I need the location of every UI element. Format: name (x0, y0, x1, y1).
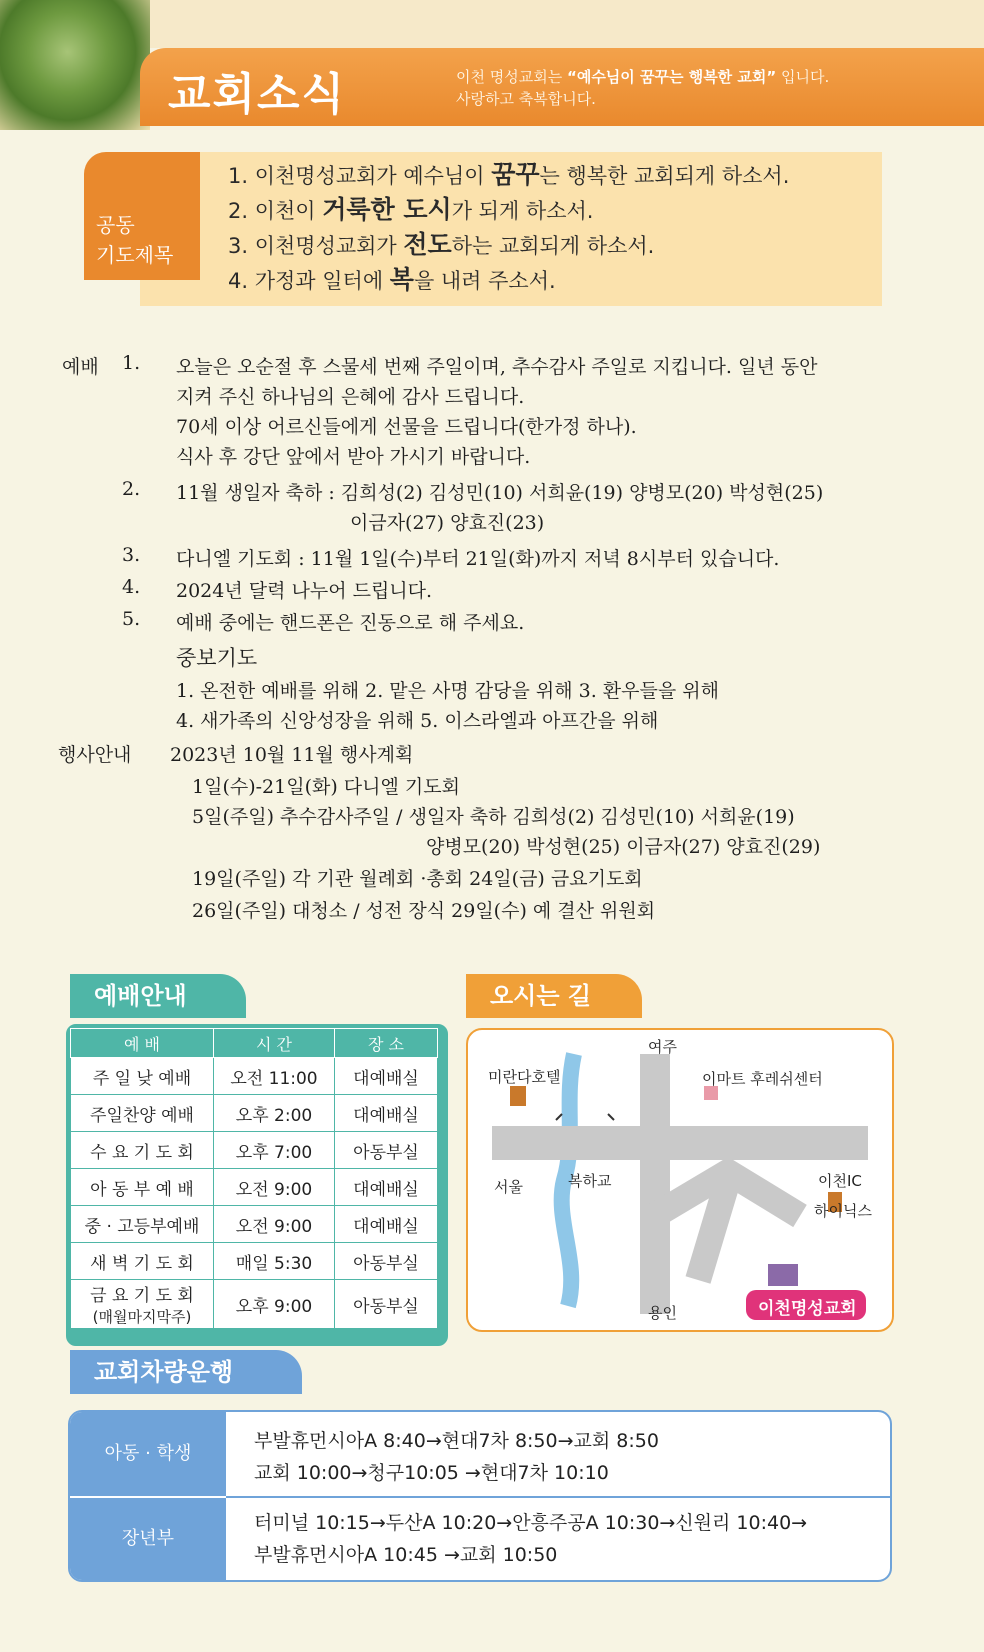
label-seoul: 서울 (494, 1178, 523, 1196)
event-line: 5일(주일) 추수감사주일 / 생일자 축하 김희성(2) 김성민(10) 서희윤(19) (192, 806, 795, 828)
table-row (71, 1243, 438, 1280)
service-time: 오전 9:00 (214, 1206, 335, 1243)
service-name: 주 일 낮 예배 (71, 1058, 214, 1095)
service-name: 새 벽 기 도 회 (71, 1243, 214, 1280)
table-row (71, 1169, 438, 1206)
events-label: 행사안내 (58, 744, 132, 766)
prayer-emphasis: 거룩한 도시 (322, 195, 452, 224)
table-row (71, 1058, 438, 1095)
prayer-text: 4. 가정과 일터에 (228, 269, 390, 293)
prayer-item (228, 228, 789, 263)
route-line: 교회 10:00→청구10:05 →현대7차 10:10 (254, 1462, 609, 1484)
prayer-emphasis: 꿈꾸 (491, 160, 540, 189)
item-number: 3. (122, 544, 141, 566)
group-label-students: 아동 · 학생 (70, 1412, 226, 1498)
header-worship: 예 배 (71, 1029, 214, 1058)
prayer-text: 2. 이천이 (228, 199, 323, 223)
prayer-text: 가 되게 하소서. (451, 199, 594, 223)
road-vertical (640, 1054, 670, 1314)
subtitle-prefix: 이천 명성교회는 (456, 68, 567, 86)
table-row (71, 1095, 438, 1132)
prayer-emphasis: 전도 (403, 230, 452, 259)
item-number: 2. (122, 478, 141, 500)
intercession-line: 4. 새가족의 신앙성장을 위해 5. 이스라엘과 아프간을 위해 (176, 710, 659, 732)
service-time: 매일 5:30 (214, 1243, 335, 1280)
prayer-tag-line2: 기도제목 (96, 243, 174, 267)
news-line: 식사 후 강단 앞에서 받아 가시기 바랍니다. (176, 446, 531, 468)
service-name: 중 · 고등부예배 (71, 1206, 214, 1243)
label-bridge: 복하교 (568, 1172, 612, 1190)
worship-label: 예배 (62, 356, 99, 378)
service-name: 수 요 기 도 회 (71, 1132, 214, 1169)
item-number: 1. (122, 352, 141, 374)
table-row (71, 1206, 438, 1243)
item-number: 4. (122, 576, 141, 598)
prayer-emphasis: 복 (389, 265, 414, 294)
label-hynix: 하이닉스 (814, 1202, 872, 1220)
service-place: 대예배실 (335, 1206, 438, 1243)
service-name-text: 금 요 기 도 회 (90, 1286, 194, 1306)
subtitle-line2: 사랑하고 축복합니다. (456, 90, 596, 108)
table-row (71, 1132, 438, 1169)
service-place: 대예배실 (335, 1095, 438, 1132)
label-yeoju: 여주 (648, 1038, 677, 1056)
church-icon (768, 1264, 798, 1286)
subtitle-emphasis: “예수님이 꿈꾸는 행복한 교회” (566, 68, 777, 86)
vehicle-schedule (68, 1410, 892, 1582)
route-line: 부발휴먼시아A 10:45 →교회 10:50 (254, 1544, 558, 1566)
service-name (71, 1280, 214, 1329)
header-time: 시 간 (214, 1029, 335, 1058)
prayer-tag (84, 152, 200, 280)
intercession-line: 1. 온전한 예배를 위해 2. 맡은 사명 감당을 위해 3. 환우들을 위해 (176, 680, 719, 702)
route-line: 부발휴먼시아A 8:40→현대7차 8:50→교회 8:50 (254, 1430, 659, 1452)
news-line: 다니엘 기도회 : 11월 1일(수)부터 21일(화)까지 저녁 8시부터 있습니다. (176, 548, 780, 570)
news-line: 지켜 주신 하나님의 은혜에 감사 드립니다. (176, 386, 525, 408)
event-line: 19일(주일) 각 기관 월례회 ·총회 24일(금) 금요기도회 (192, 868, 643, 890)
news-line: 예배 중에는 핸드폰은 진동으로 해 주세요. (176, 612, 525, 634)
hotel-icon (510, 1086, 526, 1106)
service-name: 주일찬양 예배 (71, 1095, 214, 1132)
service-note: (매월마지막주) (92, 1308, 192, 1326)
leaf-photo (0, 0, 150, 130)
prayer-item (228, 193, 789, 228)
route-line: 터미널 10:15→두산A 10:20→안흥주공A 10:30→신원리 10:40→ (254, 1512, 808, 1534)
prayer-list (228, 158, 789, 298)
birthday-line: 11월 생일자 축하 : 김희성(2) 김성민(10) 서희윤(19) 양병모(20) 박성현(25) (176, 482, 824, 504)
page-title: 교회소식 (168, 69, 347, 120)
label-yongin: 용인 (648, 1304, 677, 1322)
prayer-text: 하는 교회되게 하소서. (451, 234, 655, 258)
service-time: 오전 9:00 (214, 1169, 335, 1206)
service-time: 오전 11:00 (214, 1058, 335, 1095)
service-place: 아동부실 (335, 1243, 438, 1280)
service-time: 오후 2:00 (214, 1095, 335, 1132)
prayer-text: 1. 이천명성교회가 예수님이 (228, 164, 492, 188)
item-number: 5. (122, 608, 141, 630)
event-line: 양병모(20) 박성현(25) 이금자(27) 양효진(29) (426, 836, 821, 858)
label-emart: 이마트 후레쉬센터 (702, 1070, 823, 1088)
prayer-tag-line1: 공동 (96, 213, 135, 237)
header-subtitle (456, 66, 829, 110)
birthday-line: 이금자(27) 양효진(23) (350, 512, 545, 534)
header-place: 장 소 (335, 1029, 438, 1058)
news-line: 2024년 달력 나누어 드립니다. (176, 580, 433, 602)
event-line: 26일(주일) 대청소 / 성전 장식 29일(수) 예 결산 위원회 (192, 900, 656, 922)
directions-map (466, 1028, 894, 1332)
service-time: 오후 9:00 (214, 1280, 335, 1329)
service-table (70, 1028, 438, 1329)
service-place: 아동부실 (335, 1280, 438, 1329)
service-place: 아동부실 (335, 1132, 438, 1169)
group-label-adults: 장년부 (70, 1498, 226, 1580)
prayer-text: 을 내려 주소서. (413, 269, 556, 293)
divider (226, 1496, 890, 1498)
vehicle-tab: 교회차량운행 (70, 1350, 302, 1394)
prayer-item (228, 158, 789, 193)
news-line: 오늘은 오순절 후 스물세 번째 주일이며, 추수감사 주일로 지킵니다. 일년 동안 (176, 356, 818, 378)
subtitle-suffix: 입니다. (776, 68, 830, 86)
service-place: 대예배실 (335, 1169, 438, 1206)
prayer-text: 는 행복한 교회되게 하소서. (539, 164, 790, 188)
news-line: 70세 이상 어르신들에게 선물을 드립니다(한가정 하나). (176, 416, 637, 438)
prayer-item (228, 263, 789, 298)
service-place: 대예배실 (335, 1058, 438, 1095)
service-name: 아 동 부 예 배 (71, 1169, 214, 1206)
events-title: 2023년 10월 11월 행사계획 (170, 744, 414, 766)
service-time: 오후 7:00 (214, 1132, 335, 1169)
road-horizontal (492, 1126, 868, 1160)
label-miranda-hotel: 미란다호텔 (488, 1068, 561, 1086)
directions-tab: 오시는 길 (466, 974, 642, 1018)
event-line: 1일(수)-21일(화) 다니엘 기도회 (192, 776, 460, 798)
label-church: 이천명성교회 (758, 1299, 857, 1319)
table-row (71, 1280, 438, 1329)
label-icheon-ic: 이천IC (818, 1172, 862, 1190)
prayer-text: 3. 이천명성교회가 (228, 234, 404, 258)
service-guide-tab: 예배안내 (70, 974, 246, 1018)
intercession-title: 중보기도 (176, 646, 258, 670)
